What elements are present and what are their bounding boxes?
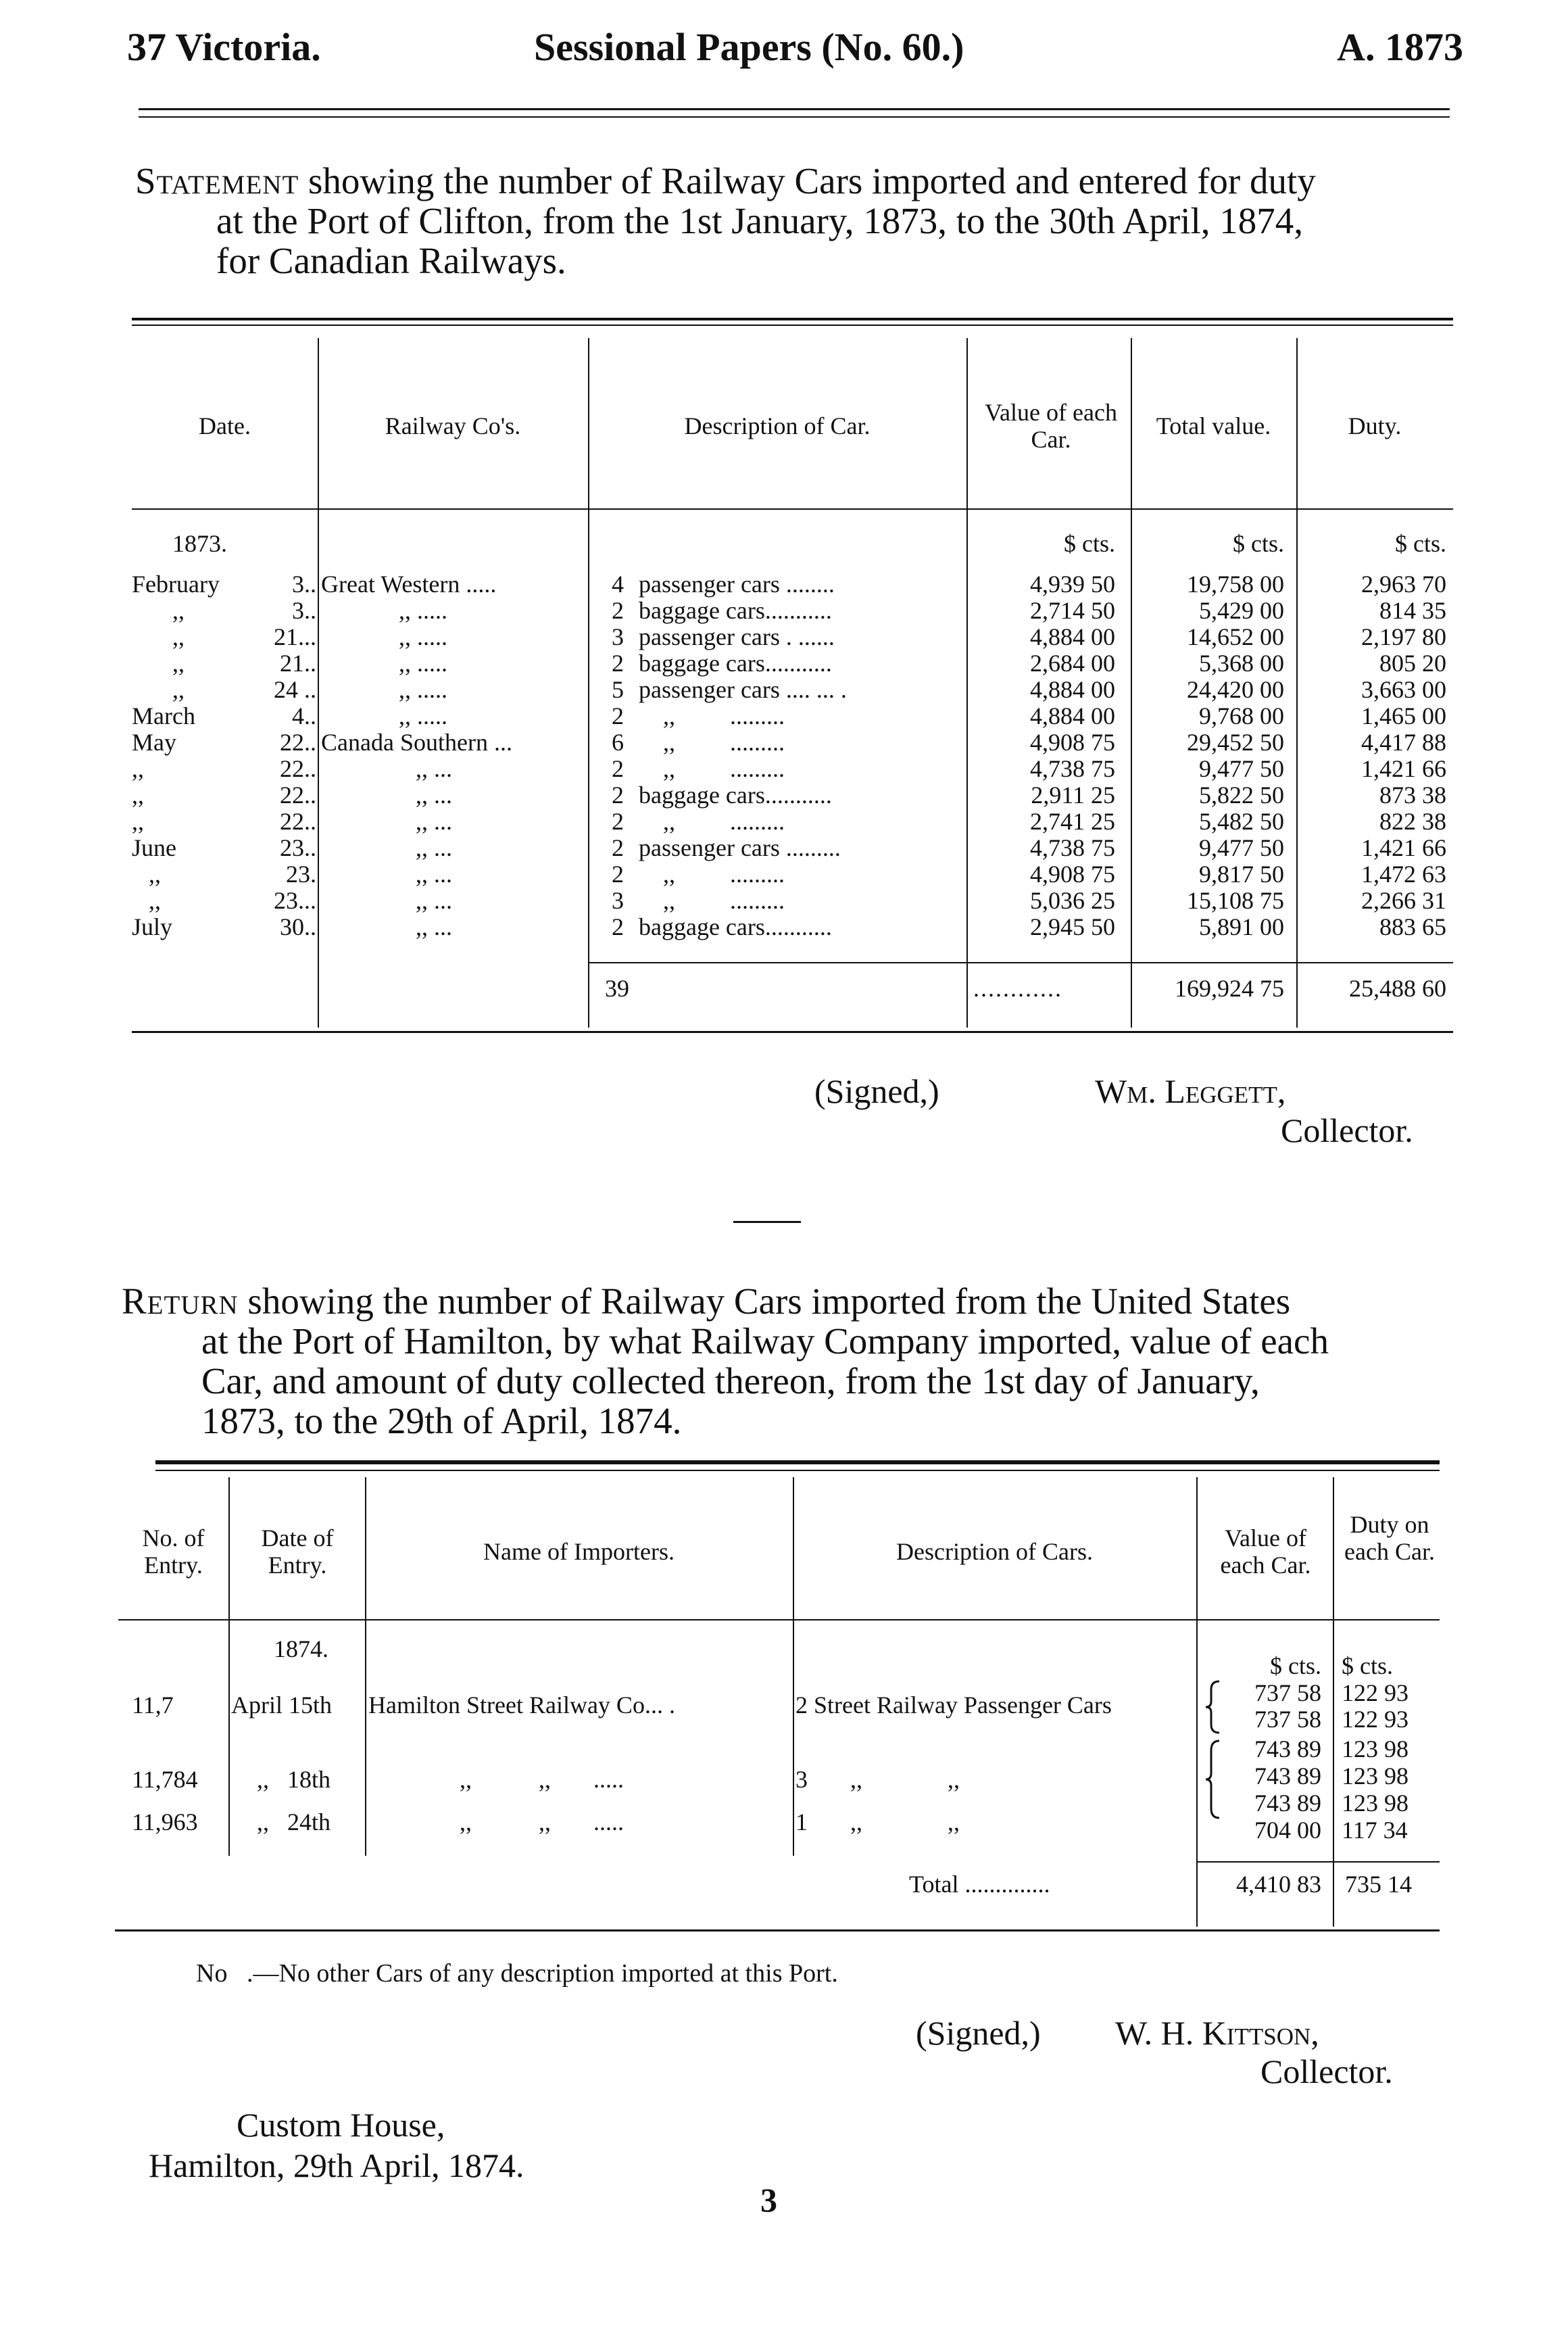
return-table-bottom-rule — [115, 1929, 1440, 1931]
row-qty: 2 — [612, 782, 624, 809]
row-company: ,, ... — [416, 861, 452, 888]
row-desc: passenger cars ......... — [639, 834, 841, 861]
row-desc: baggage cars........... — [639, 650, 832, 677]
return-totals-rule — [1196, 1861, 1440, 1863]
row-value: 2,684 00 — [1030, 650, 1115, 677]
statement-header-rule — [132, 508, 1453, 510]
row-qty: 2 — [612, 650, 624, 677]
row-company: Great Western ..... — [321, 571, 497, 598]
row-month: March — [132, 702, 195, 729]
return-col-divider — [365, 1477, 366, 1856]
row-total: 5,482 50 — [1199, 808, 1284, 835]
row-desc: ,, ......... — [639, 755, 785, 782]
car-duty: 123 98 — [1342, 1735, 1408, 1762]
row-desc: baggage cars........... — [639, 597, 832, 624]
row-company: Canada Southern ... — [321, 729, 512, 756]
car-value: 743 89 — [1254, 1762, 1321, 1790]
statement-line1: showing the number of Railway Cars imported and entered for duty — [299, 160, 1316, 201]
return-header-rule — [118, 1619, 1440, 1620]
row-company: ,, ... — [416, 913, 452, 940]
car-value: 743 89 — [1254, 1790, 1321, 1817]
row-duty: 883 65 — [1379, 913, 1446, 940]
col-header-railway: Railway Co's. — [385, 412, 521, 439]
grand-total-value: 169,924 75 — [1175, 975, 1284, 1002]
statement-signer-text: Wm. Leggett, — [1095, 1072, 1286, 1110]
row-month: ,, — [132, 755, 144, 782]
ret-header-value: Value of each Car. — [1220, 1524, 1311, 1579]
row-total: 9,817 50 — [1199, 861, 1284, 888]
row-value: 4,884 00 — [1030, 676, 1115, 703]
row-value: 4,939 50 — [1030, 571, 1115, 598]
ret-header-duty: Duty on each Car. — [1344, 1511, 1435, 1565]
car-duty: 117 34 — [1342, 1817, 1408, 1844]
row-day: 4.. — [292, 702, 316, 729]
row-duty: 1,465 00 — [1361, 702, 1446, 729]
return-signer-text: W. H. Kittson, — [1115, 2014, 1319, 2052]
row-qty: 2 — [612, 834, 624, 861]
row-duty: 1,421 66 — [1361, 755, 1446, 782]
car-duty: 123 98 — [1342, 1790, 1408, 1817]
statement-table-top-rule — [132, 318, 1453, 320]
row-company: ,, ... — [416, 808, 452, 835]
grand-total-duty: 25,488 60 — [1349, 975, 1446, 1002]
row-company: ,, ..... — [399, 623, 447, 650]
ret-header-entry-date: Date of Entry. — [261, 1524, 334, 1579]
row-value: 4,738 75 — [1030, 834, 1115, 861]
row-total: 5,891 00 — [1199, 913, 1284, 940]
entry-description: 1 ,, ,, — [795, 1808, 960, 1835]
total-value-dots: ............ — [973, 975, 1062, 1002]
statement-title — [135, 161, 1316, 201]
row-qty: 3 — [612, 623, 624, 650]
return-line3: Car, and amount of duty collected thereon, from the 1st day of January, — [201, 1360, 1260, 1401]
return-line4: 1873, to the 29th of April, 1874. — [201, 1400, 682, 1441]
row-qty: 2 — [612, 808, 624, 835]
row-month: ,, — [172, 650, 185, 677]
row-day: 22.. — [280, 808, 316, 835]
row-company: ,, ... — [416, 834, 452, 861]
row-value: 2,911 25 — [1031, 782, 1115, 809]
total-value: 4,410 83 — [1236, 1871, 1321, 1898]
row-value: 4,884 00 — [1030, 623, 1115, 650]
row-total: 9,768 00 — [1199, 702, 1284, 729]
statement-totals-rule — [588, 962, 1453, 963]
row-company: ,, ... — [416, 887, 452, 914]
row-total: 5,822 50 — [1199, 782, 1284, 809]
row-day: 23. — [286, 861, 316, 888]
unit-label: $ cts. — [1395, 530, 1446, 557]
header-volume: 37 Victoria. — [127, 25, 321, 69]
row-month: June — [132, 834, 176, 861]
row-duty: 1,472 63 — [1361, 861, 1446, 888]
row-duty: 3,663 00 — [1361, 676, 1446, 703]
row-month: February — [132, 571, 220, 598]
row-desc: baggage cars........... — [639, 913, 832, 940]
row-day: 22.. — [280, 782, 316, 809]
row-month: ,, — [132, 808, 144, 835]
row-total: 9,477 50 — [1199, 834, 1284, 861]
statement-line3: for Canadian Railways. — [216, 240, 566, 281]
return-title — [122, 1281, 1290, 1321]
statement-table-top-rule-2 — [132, 325, 1453, 326]
row-month: ,, — [132, 782, 144, 809]
row-duty: 805 20 — [1379, 650, 1446, 677]
return-table-top-rule-2 — [155, 1470, 1440, 1471]
place-line1: Custom House, — [237, 2106, 445, 2144]
row-day: 3.. — [292, 571, 316, 598]
row-day: 22.. — [280, 755, 316, 782]
row-duty: 873 38 — [1379, 782, 1446, 809]
row-qty: 5 — [612, 676, 624, 703]
row-desc: ,, ......... — [639, 861, 785, 888]
row-day: 30.. — [280, 913, 316, 940]
entry-description: 3 ,, ,, — [795, 1766, 960, 1793]
row-desc: baggage cars........... — [639, 782, 832, 809]
row-duty: 2,963 70 — [1361, 571, 1446, 598]
col-header-description: Description of Car. — [684, 412, 871, 439]
statement-year: 1873. — [172, 530, 227, 557]
row-day: 23.. — [280, 834, 316, 861]
unit-label: $ cts. — [1270, 1652, 1321, 1679]
car-value: 737 58 — [1254, 1679, 1321, 1706]
row-day: 24 .. — [274, 676, 316, 703]
col-header-total: Total value. — [1156, 412, 1271, 439]
header-title: Sessional Papers (No. 60.) — [534, 25, 964, 69]
row-desc: ,, ......... — [639, 887, 785, 914]
row-duty: 2,266 31 — [1361, 887, 1446, 914]
statement-signer-title: Collector. — [1281, 1111, 1413, 1149]
col-header-value: Value of each Car. — [985, 399, 1117, 453]
statement-col-divider — [1296, 338, 1298, 1028]
row-day: 21... — [274, 623, 316, 650]
entry-description: 2 Street Railway Passenger Cars — [795, 1691, 1112, 1719]
entry-importer: ,, ,, ..... — [460, 1808, 624, 1835]
unit-label: $ cts. — [1233, 530, 1284, 557]
car-duty: 123 98 — [1342, 1762, 1408, 1790]
row-duty: 814 35 — [1379, 597, 1446, 624]
row-duty: 822 38 — [1379, 808, 1446, 835]
row-desc: passenger cars . ...... — [639, 623, 835, 650]
row-value: 4,738 75 — [1030, 755, 1115, 782]
row-month: ,, — [149, 861, 161, 888]
statement-signer-name — [1095, 1072, 1285, 1111]
row-qty: 2 — [612, 702, 624, 729]
return-col-divider — [793, 1477, 794, 1856]
car-duty: 122 93 — [1342, 1706, 1408, 1733]
return-year: 1874. — [274, 1635, 328, 1662]
row-duty: 4,417 88 — [1361, 729, 1446, 756]
car-value: 743 89 — [1254, 1735, 1321, 1762]
row-desc: passenger cars .... ... . — [639, 676, 847, 703]
row-company: ,, ..... — [399, 650, 447, 677]
ret-header-description: Description of Cars. — [896, 1538, 1093, 1565]
row-desc: ,, ......... — [639, 729, 785, 756]
row-month: ,, — [172, 597, 185, 624]
row-month: ,, — [149, 887, 161, 914]
row-company: ,, ... — [416, 755, 452, 782]
row-desc: ,, ......... — [639, 702, 785, 729]
row-month: ,, — [172, 676, 185, 703]
row-total: 29,452 50 — [1187, 729, 1284, 756]
row-company: ,, ..... — [399, 702, 447, 729]
return-signed-label: (Signed,) — [916, 2014, 1041, 2052]
unit-label: $ cts. — [1342, 1652, 1393, 1679]
row-qty: 2 — [612, 861, 624, 888]
return-lead: Return — [122, 1280, 239, 1322]
car-duty: 122 93 — [1342, 1679, 1408, 1706]
place-line2: Hamilton, 29th April, 1874. — [149, 2146, 524, 2184]
entry-date: ,, 18th — [257, 1766, 331, 1793]
row-qty: 2 — [612, 597, 624, 624]
total-qty: 39 — [605, 975, 629, 1002]
ret-header-entry-no: No. of Entry. — [142, 1524, 205, 1579]
row-qty: 3 — [612, 887, 624, 914]
statement-line2: at the Port of Clifton, from the 1st January, 1873, to the 30th April, 1874, — [216, 200, 1304, 241]
row-total: 19,758 00 — [1187, 571, 1284, 598]
row-desc: ,, ......... — [639, 808, 785, 835]
total-duty: 735 14 — [1345, 1871, 1412, 1898]
row-total: 5,368 00 — [1199, 650, 1284, 677]
row-value: 4,908 75 — [1030, 861, 1115, 888]
header-rule-bottom — [139, 116, 1450, 118]
car-value: 737 58 — [1254, 1706, 1321, 1733]
statement-signed-label: (Signed,) — [814, 1072, 939, 1110]
row-total: 15,108 75 — [1187, 887, 1284, 914]
statement-col-divider — [966, 338, 968, 1028]
row-month: July — [132, 913, 173, 940]
return-line2: at the Port of Hamilton, by what Railway Company imported, value of each — [201, 1320, 1329, 1362]
row-qty: 4 — [612, 571, 624, 598]
statement-col-divider — [1131, 338, 1132, 1028]
ret-header-importer: Name of Importers. — [483, 1538, 675, 1565]
row-day: 22.. — [280, 729, 316, 756]
return-col-divider — [228, 1477, 230, 1856]
col-header-duty: Duty. — [1348, 412, 1402, 439]
entry-importer: ,, ,, ..... — [460, 1766, 624, 1793]
col-header-date: Date. — [199, 412, 251, 439]
return-signer-title: Collector. — [1260, 2052, 1393, 2090]
return-line1: showing the number of Railway Cars imported from the United States — [238, 1280, 1291, 1322]
row-company: ,, ... — [416, 782, 452, 809]
row-value: 4,908 75 — [1030, 729, 1115, 756]
return-signer-name — [1115, 2013, 1319, 2052]
entry-date: ,, 24th — [257, 1808, 331, 1835]
return-table-top-rule — [155, 1460, 1440, 1464]
entry-importer: Hamilton Street Railway Co... . — [368, 1691, 675, 1719]
return-col-divider — [1196, 1477, 1198, 1927]
statement-lead: Statement — [135, 160, 299, 201]
row-company: ,, ..... — [399, 676, 447, 703]
row-value: 5,036 25 — [1030, 887, 1115, 914]
return-col-divider — [1333, 1477, 1334, 1927]
row-total: 9,477 50 — [1199, 755, 1284, 782]
entry-no: 11,7 — [132, 1691, 174, 1719]
row-month: ,, — [172, 623, 185, 650]
row-duty: 2,197 80 — [1361, 623, 1446, 650]
entry-no: 11,784 — [132, 1766, 198, 1793]
row-duty: 1,421 66 — [1361, 834, 1446, 861]
statement-col-divider — [588, 338, 589, 1028]
row-value: 2,945 50 — [1030, 913, 1115, 940]
entry-date: April 15th — [231, 1691, 332, 1719]
section-divider — [733, 1221, 801, 1223]
car-value: 704 00 — [1254, 1817, 1321, 1844]
row-value: 2,714 50 — [1030, 597, 1115, 624]
statement-col-divider — [318, 338, 319, 1028]
row-company: ,, ..... — [399, 597, 447, 624]
row-desc: passenger cars ........ — [639, 571, 835, 598]
row-day: 23... — [274, 887, 316, 914]
total-label: Total .............. — [909, 1871, 1050, 1898]
row-total: 5,429 00 — [1199, 597, 1284, 624]
header-rule-top — [139, 108, 1450, 110]
return-note: No .—No other Cars of any description imported at this Port. — [196, 1959, 838, 1988]
row-qty: 6 — [612, 729, 624, 756]
row-day: 21.. — [280, 650, 316, 677]
row-qty: 2 — [612, 913, 624, 940]
entry-no: 11,963 — [132, 1808, 198, 1835]
row-day: 3.. — [292, 597, 316, 624]
row-value: 2,741 25 — [1030, 808, 1115, 835]
row-total: 14,652 00 — [1187, 623, 1284, 650]
unit-label: $ cts. — [1064, 530, 1115, 557]
statement-table-bottom-rule — [132, 1031, 1453, 1033]
header-year: A. 1873 — [1337, 25, 1463, 69]
row-value: 4,884 00 — [1030, 702, 1115, 729]
row-total: 24,420 00 — [1187, 676, 1284, 703]
row-month: May — [132, 729, 176, 756]
row-qty: 2 — [612, 755, 624, 782]
page-number: 3 — [760, 2181, 777, 2219]
